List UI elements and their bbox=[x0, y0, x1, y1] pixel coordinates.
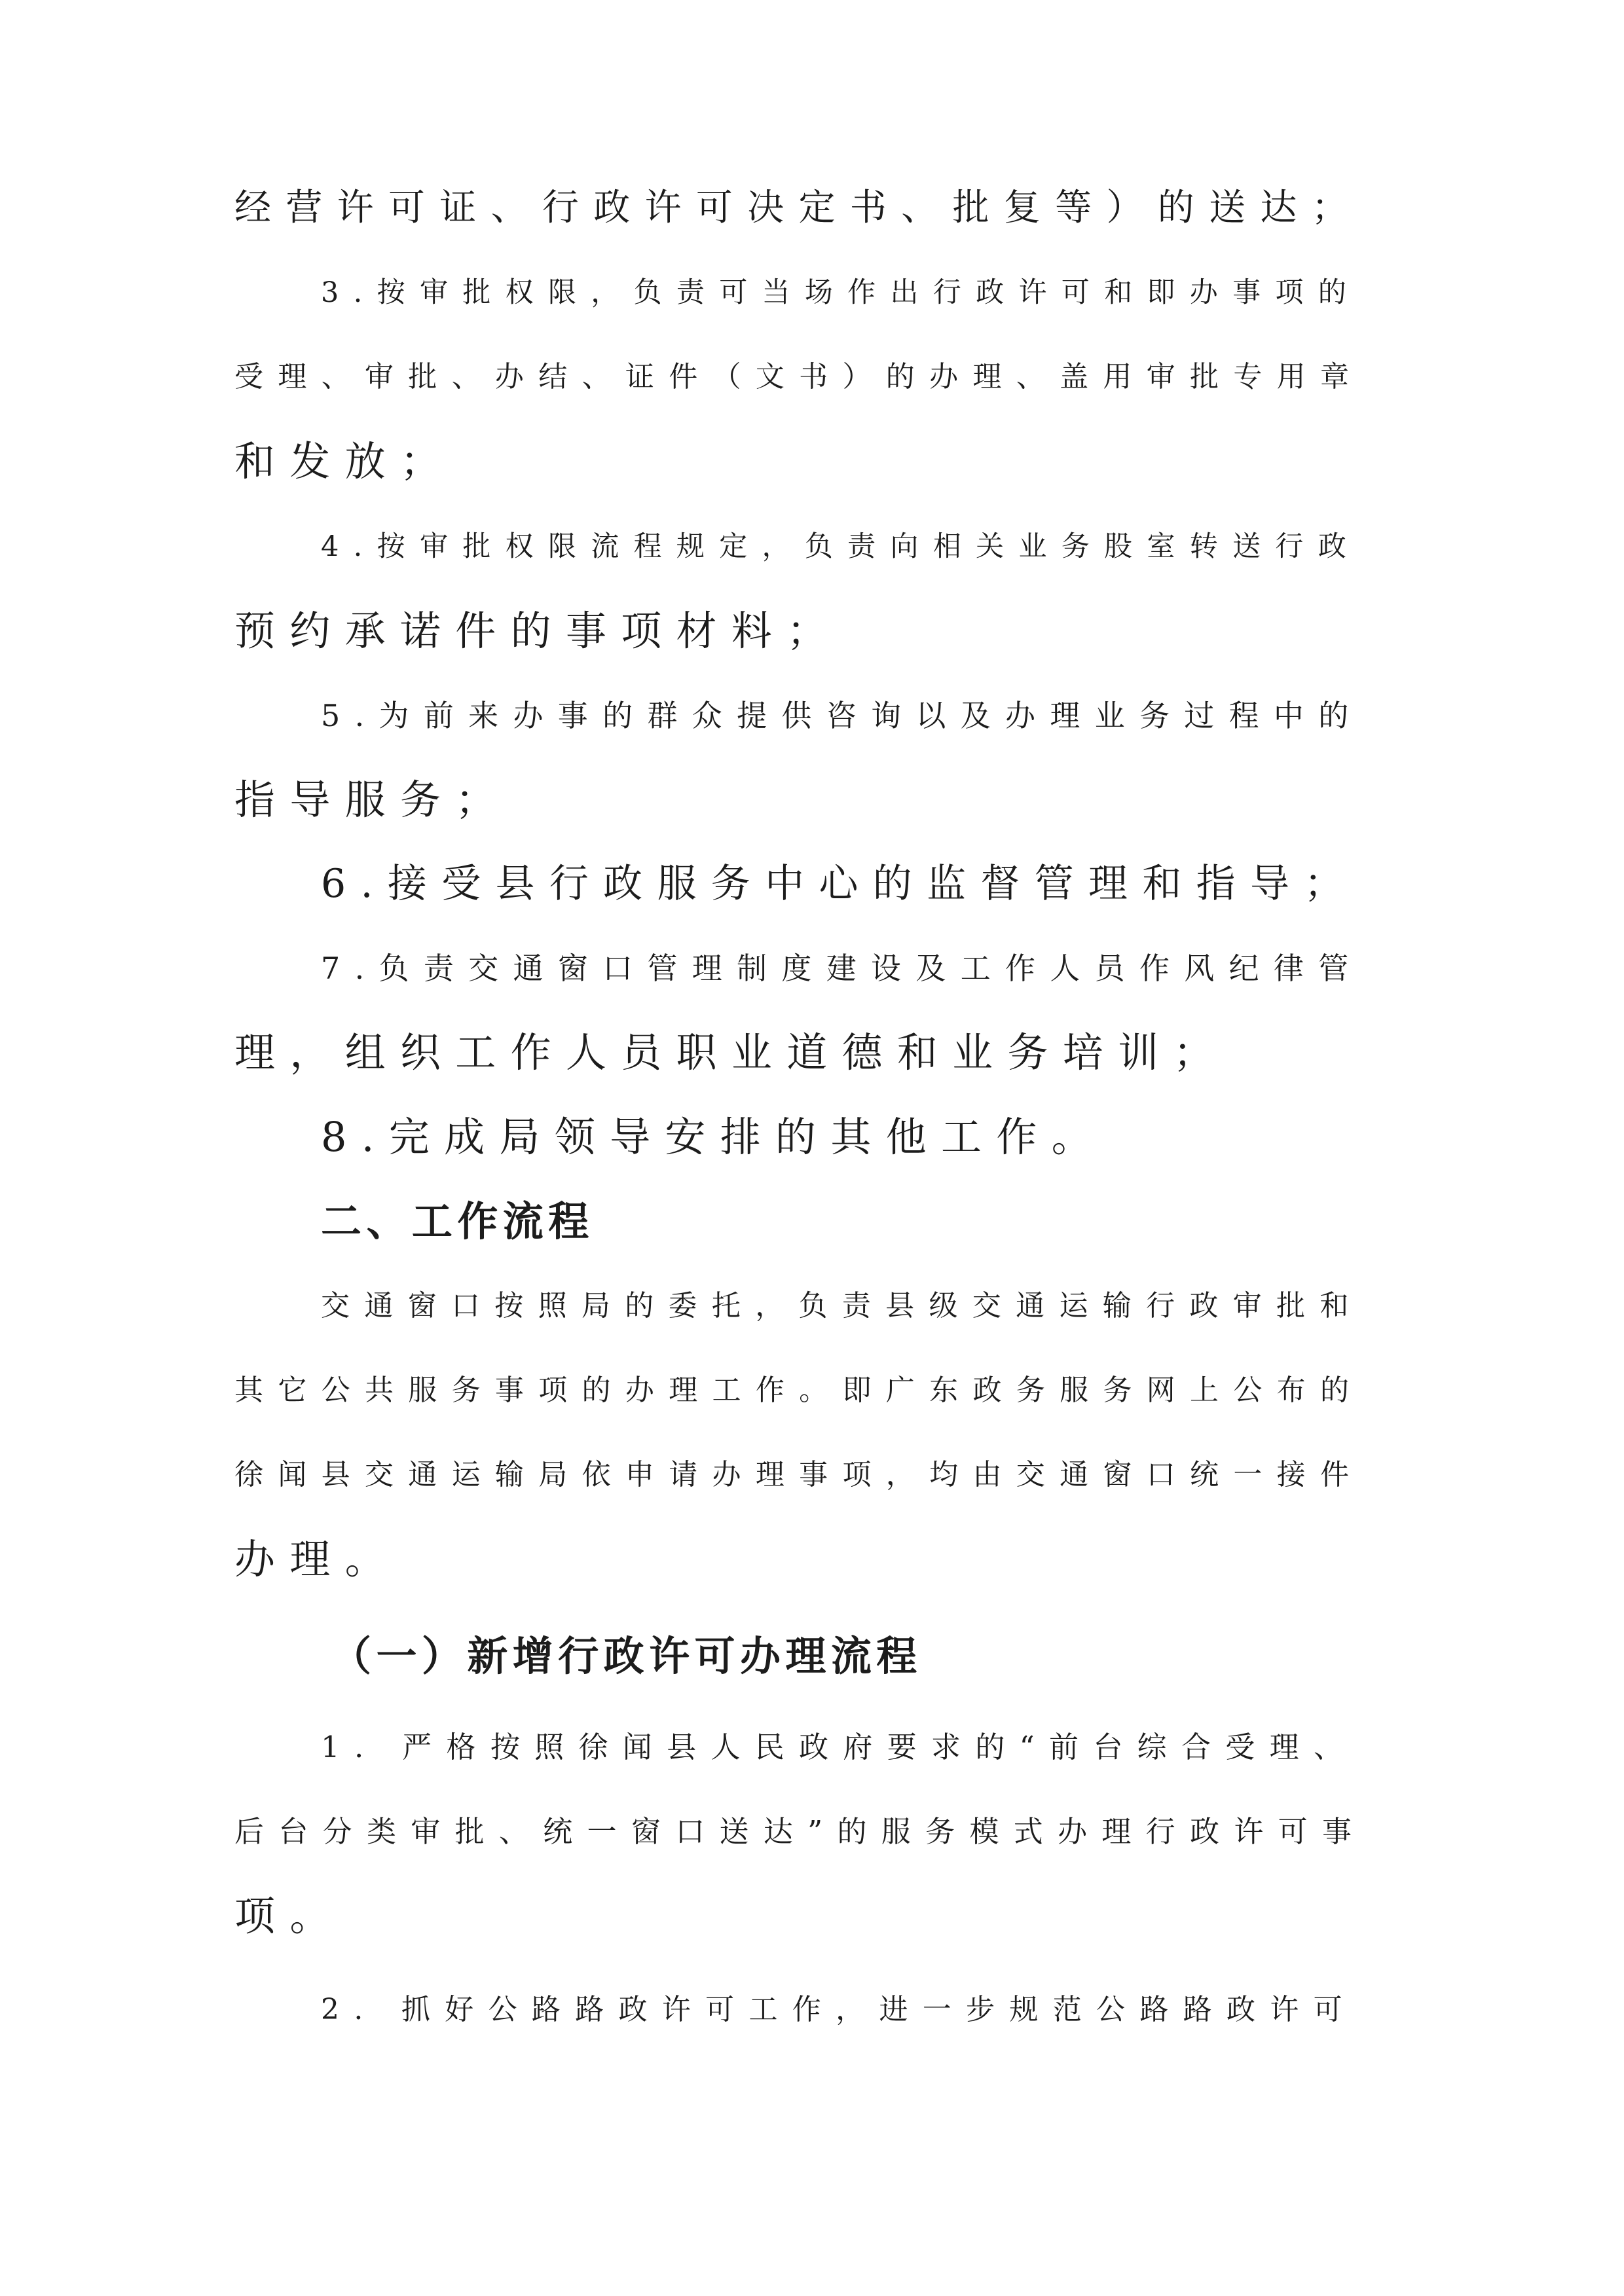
text-line: 其它公共服务事项的办理工作。即广东政务服务网上公布的 bbox=[234, 1374, 1364, 1407]
list-item-7: 7.负责交通窗口管理制度建设及工作人员作风纪律管 bbox=[321, 951, 1363, 986]
list-item-6: 6.接受县行政服务中心的监督管理和指导； bbox=[321, 861, 1358, 907]
list-item-4: 4.按审批权限流程规定，负责向相关业务股室转送行政 bbox=[321, 530, 1361, 563]
text-line: 交通窗口按照局的委托，负责县级交通运输行政审批和 bbox=[321, 1289, 1363, 1322]
text-line: 指导服务； bbox=[234, 776, 511, 824]
text-line: 后台分类审批、统一窗口送达”的服务模式办理行政许可事 bbox=[234, 1814, 1367, 1849]
text-line: 和发放； bbox=[234, 437, 456, 485]
text-line: 徐闻县交通运输局依申请办理事项，均由交通窗口统一接件 bbox=[234, 1458, 1364, 1491]
text-line: 理，组织工作人员职业道德和业务培训； bbox=[234, 1029, 1228, 1076]
text-line: 办理。 bbox=[234, 1535, 400, 1583]
list-item-1: 1. 严格按照徐闻县人民政府要求的“前台综合受理、 bbox=[321, 1730, 1358, 1764]
list-item-2: 2. 抓好公路路政许可工作，进一步规范公路路政许可 bbox=[321, 1993, 1357, 2026]
list-item-3: 3.按审批权限，负责可当场作出行政许可和即办事项的 bbox=[321, 276, 1361, 309]
text-line: 经营许可证、行政许可决定书、批复等）的送达； bbox=[234, 187, 1363, 229]
text-line: 项。 bbox=[234, 1892, 345, 1940]
text-line: 预约承诺件的事项材料； bbox=[234, 607, 842, 655]
list-item-8: 8.完成局领导安排的其他工作。 bbox=[321, 1113, 1107, 1161]
text-line: 受理、审批、办结、证件（文书）的办理、盖用审批专用章 bbox=[234, 360, 1364, 393]
list-item-5: 5.为前来办事的群众提供咨询以及办理业务过程中的 bbox=[321, 698, 1363, 733]
subsection-heading: （一）新增行政许可办理流程 bbox=[331, 1632, 922, 1680]
section-heading: 二、工作流程 bbox=[321, 1197, 594, 1245]
